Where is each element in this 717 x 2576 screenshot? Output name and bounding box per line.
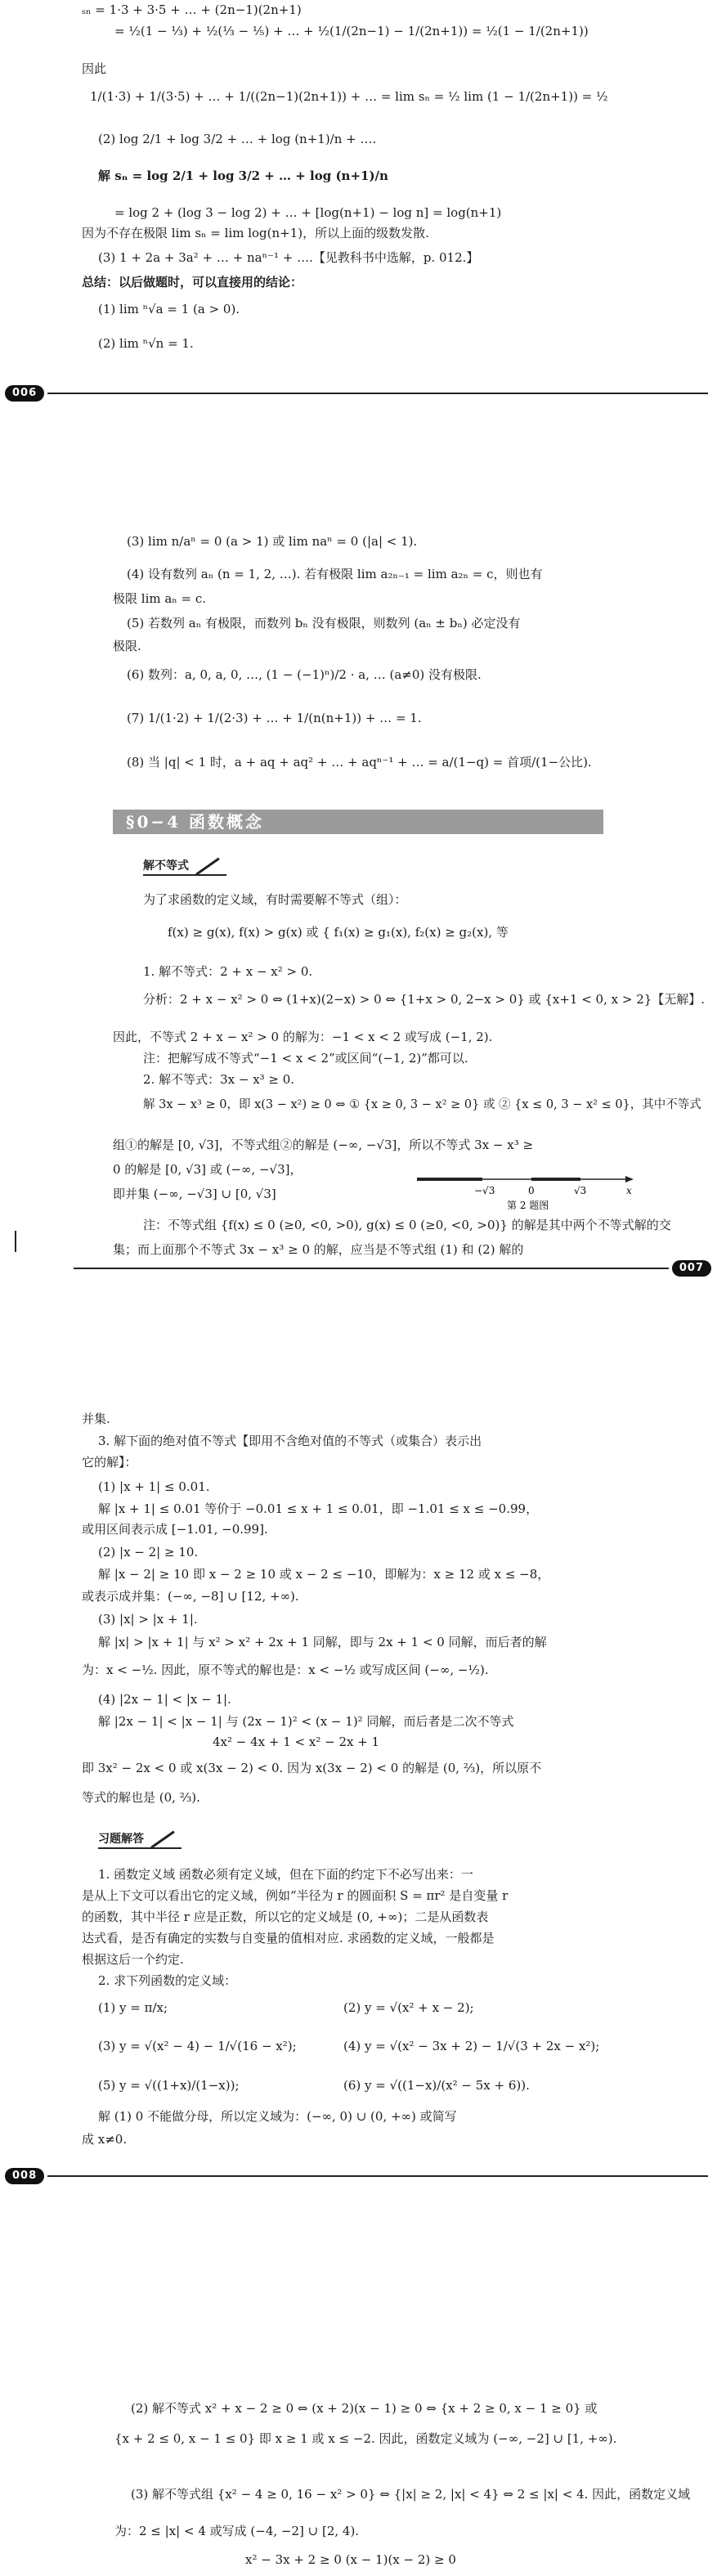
- figure-caption: 第 2 题图: [507, 1200, 549, 1211]
- divider: [47, 393, 708, 394]
- tag-label: 习题解答: [98, 1833, 144, 1846]
- text-line: 为：x < −½. 因此，原不等式的解也是：x < −½ 或写成区间 (−∞, −½).: [82, 1663, 489, 1677]
- text-line: 0 的解是 [0, √3] 或 (−∞, −√3]，: [113, 1162, 302, 1177]
- divider: [74, 1268, 669, 1269]
- text-line: 极限.: [113, 639, 141, 653]
- text-line: 或表示成并集：(−∞, −8] ∪ [12, +∞).: [82, 1589, 299, 1604]
- margin-mark: [15, 1231, 16, 1252]
- section-title: §0−4 函数概念: [113, 810, 603, 834]
- page-number-bar: [5, 2167, 708, 2185]
- text-line: {x + 2 ≤ 0, x − 1 ≤ 0} 即 x ≥ 1 或 x ≤ −2. 因此，函数定义域为 (−∞, −2] ∪ [1, +∞).: [114, 2431, 617, 2446]
- text-line: 解 sₙ = log 2/1 + log 3/2 + … + log (n+1)/n: [98, 168, 388, 183]
- text-line: (1) lim ⁿ√a = 1 (a > 0).: [98, 302, 240, 316]
- text-line: 解 |x| > |x + 1| 与 x² > x² + 2x + 1 同解，即与 2x + 1 < 0 同解，而后者的解: [98, 1635, 547, 1649]
- text-line: (2) 解不等式 x² + x − 2 ≥ 0 ⇔ (x + 2)(x − 1) ≥ 0 ⇔ {x + 2 ≥ 0, x − 1 ≥ 0} 或: [131, 2401, 598, 2416]
- tick-label: 0: [528, 1185, 535, 1196]
- text-line: 1/(1·3) + 1/(3·5) + … + 1/((2n−1)(2n+1)) + … = lim sₙ = ½ lim (1 − 1/(2n+1)) = ½: [90, 89, 608, 104]
- text-line: 并集.: [82, 1411, 110, 1426]
- text-line: ₛₙ = 1·3 + 3·5 + … + (2n−1)(2n+1): [82, 2, 302, 17]
- text-line: 分析：2 + x − x² > 0 ⇔ (1+x)(2−x) > 0 ⇔ {1+x > 0, 2−x > 0} 或 {x+1 < 0, x > 2}【无解】.: [143, 992, 706, 1007]
- axis-arrow: [625, 1176, 634, 1183]
- section-tag: [98, 1832, 181, 1849]
- divider: [47, 2175, 708, 2177]
- text-line: (8) 当 |q| < 1 时，a + aq + aq² + … + aqⁿ⁻¹ + … = a/(1−q) = 首项/(1−公比).: [127, 755, 592, 770]
- text-line: 成 x≠0.: [82, 2132, 128, 2147]
- text-line: 根据这后一个约定.: [82, 1952, 184, 1967]
- text-line: 因此: [82, 61, 107, 76]
- text-line: 它的解】：: [82, 1455, 137, 1470]
- text-line: 2. 求下列函数的定义域：: [98, 1973, 237, 1988]
- text-line: (6) 数列：a, 0, a, 0, …, (1 − (−1)ⁿ)/2 · a, … (a≠0) 没有极限.: [127, 667, 482, 682]
- text-line: x² − 3x + 2 ≥ 0 (x − 1)(x − 2) ≥ 0: [245, 2552, 456, 2567]
- text-line: (3) 1 + 2a + 3a² + … + naⁿ⁻¹ + ….【见教科书中选解，p. 012.】: [98, 250, 479, 265]
- exercise-item: (5) y = √((1+x)/(1−x));: [98, 2078, 240, 2093]
- page-number: 006: [5, 385, 44, 402]
- text-line: = ½(1 − ⅓) + ½(⅓ − ⅕) + … + ½(1/(2n−1) − 1/(2n+1)) = ½(1 − 1/(2n+1)): [114, 24, 589, 38]
- section-tag: [143, 859, 226, 876]
- pen-icon: [195, 857, 220, 875]
- text-line: 解 (1) 0 不能做分母，所以定义域为：(−∞, 0) ∪ (0, +∞) 或简写: [98, 2109, 457, 2124]
- text-line: 即 3x² − 2x < 0 或 x(3x − 2) < 0. 因为 x(3x − 2) < 0 的解是 (0, ⅔)，所以原不: [82, 1761, 542, 1775]
- text-line: (4) 设有数列 aₙ (n = 1, 2, …). 若有极限 lim a₂ₙ₋₁ = lim a₂ₙ = c，则也有: [127, 567, 543, 581]
- exercise-item: (2) y = √(x² + x − 2);: [343, 2000, 474, 2015]
- exercise-item: (1) y = π/x;: [98, 2000, 168, 2015]
- text-line: = log 2 + (log 3 − log 2) + … + [log(n+1) − log n] = log(n+1): [114, 205, 502, 220]
- text-line: 解 |2x − 1| < |x − 1| 与 (2x − 1)² < (x − 1)² 同解，而后者是二次不等式: [98, 1714, 514, 1729]
- text-line: 因为不存在极限 lim sₙ = lim log(n+1)，所以上面的级数发散.: [82, 226, 429, 240]
- text-line: 注：把解写成不等式“−1 < x < 2”或区间“(−1, 2)”都可以.: [143, 1051, 468, 1066]
- text-line: 组①的解是 [0, √3]，不等式组②的解是 (−∞, −√3]，所以不等式 3x − x³ ≥: [113, 1138, 534, 1152]
- text-line: 总结：以后做题时，可以直接用的结论：: [82, 275, 303, 289]
- text-line: 2. 解不等式：3x − x³ ≥ 0.: [143, 1072, 295, 1087]
- text-line: 1. 解不等式：2 + x − x² > 0.: [143, 964, 313, 979]
- text-line: (2) log 2/1 + log 3/2 + … + log (n+1)/n + ….: [98, 132, 377, 146]
- page-number-bar: [74, 1259, 711, 1277]
- text-line: (3) lim n/aⁿ = 0 (a > 1) 或 lim naⁿ = 0 (|a| < 1).: [127, 534, 418, 549]
- tag-label: 解不等式: [143, 859, 189, 873]
- text-line: (5) 若数列 aₙ 有极限，而数列 bₙ 没有极限，则数列 (aₙ ± bₙ) 必定没有: [127, 616, 521, 631]
- exercise-item: (6) y = √((1−x)/(x² − 5x + 6)).: [343, 2078, 530, 2093]
- text-line: 注：不等式组 {f(x) ≤ 0 (≥0, <0, >0), g(x) ≤ 0 (≥0, <0, >0)} 的解是其中两个不等式解的交: [143, 1218, 671, 1232]
- text-line: 极限 lim aₙ = c.: [113, 591, 207, 606]
- tick-label: x: [626, 1185, 632, 1196]
- tick-label: −√3: [474, 1185, 495, 1196]
- text-line: 4x² − 4x + 1 < x² − 2x + 1: [213, 1735, 380, 1749]
- tick-label: √3: [574, 1185, 587, 1196]
- text-line: 是从上下文可以看出它的定义域，例如“半径为 r 的圆面积 S = πr² 是自变量 r: [82, 1888, 509, 1903]
- text-line: f(x) ≥ g(x), f(x) > g(x) 或 { f₁(x) ≥ g₁(x), f₂(x) ≥ g₂(x), 等: [168, 925, 509, 940]
- text-line: (2) lim ⁿ√n = 1.: [98, 336, 194, 351]
- text-line: 解 |x − 2| ≥ 10 即 x − 2 ≥ 10 或 x − 2 ≤ −10，即解为：x ≥ 12 或 x ≤ −8，: [98, 1567, 550, 1582]
- text-line: (3) 解不等式组 {x² − 4 ≥ 0, 16 − x² > 0} ⇔ {|x| ≥ 2, |x| < 4} ⇔ 2 ≤ |x| < 4. 因此，函数定义域: [131, 2487, 691, 2502]
- text-line: 或用区间表示成 [−1.01, −0.99].: [82, 1522, 268, 1537]
- number-line-figure: [409, 1171, 638, 1212]
- pen-icon: [150, 1830, 175, 1848]
- exercise-item: (3) y = √(x² − 4) − 1/√(16 − x²);: [98, 2039, 297, 2053]
- text-line: 解 3x − x³ ≥ 0，即 x(3 − x²) ≥ 0 ⇔ ① {x ≥ 0, 3 − x² ≥ 0} 或 ② {x ≤ 0, 3 − x² ≤ 0}，其中不等式: [143, 1098, 701, 1111]
- text-line: 3. 解下面的绝对值不等式【即用不含绝对值的不等式（或集合）表示出: [98, 1434, 482, 1448]
- exercise-item: (4) y = √(x² − 3x + 2) − 1/√(3 + 2x − x²);: [343, 2039, 600, 2053]
- text-line: (2) |x − 2| ≥ 10.: [98, 1545, 199, 1560]
- text-line: (1) |x + 1| ≤ 0.01.: [98, 1479, 210, 1494]
- page-number-bar: [5, 384, 708, 402]
- page-number: 007: [672, 1260, 711, 1277]
- text-line: (3) |x| > |x + 1|.: [98, 1612, 198, 1627]
- text-line: 达式看，是否有确定的实数与自变量的值相对应. 求函数的定义域，一般都是: [82, 1931, 495, 1945]
- text-line: 即并集 (−∞, −√3] ∪ [0, √3]: [113, 1187, 276, 1201]
- text-line: (7) 1/(1·2) + 1/(2·3) + … + 1/(n(n+1)) + … = 1.: [127, 711, 422, 725]
- text-line: (4) |2x − 1| < |x − 1|.: [98, 1692, 231, 1707]
- text-line: 等式的解也是 (0, ⅔).: [82, 1790, 200, 1805]
- text-line: 为：2 ≤ |x| < 4 或写成 (−4, −2] ∪ [2, 4).: [114, 2524, 360, 2538]
- text-line: 为了求函数的定义域，有时需要解不等式（组）：: [143, 892, 407, 907]
- text-line: 的函数，其中半径 r 应是正数，所以它的定义域是 (0, +∞)；二是从函数表: [82, 1910, 489, 1924]
- text-line: 因此，不等式 2 + x − x² > 0 的解为：−1 < x < 2 或写成 (−1, 2).: [113, 1030, 493, 1044]
- page-number: 008: [5, 2168, 44, 2184]
- text-line: 解 |x + 1| ≤ 0.01 等价于 −0.01 ≤ x + 1 ≤ 0.01，即 −1.01 ≤ x ≤ −0.99，: [98, 1501, 539, 1516]
- text-line: 1. 函数定义域 函数必须有定义域，但在下面的约定下不必写出来：一: [98, 1867, 473, 1882]
- text-line: 集；而上面那个不等式 3x − x³ ≥ 0 的解，应当是不等式组 (1) 和 (2) 解的: [113, 1242, 524, 1257]
